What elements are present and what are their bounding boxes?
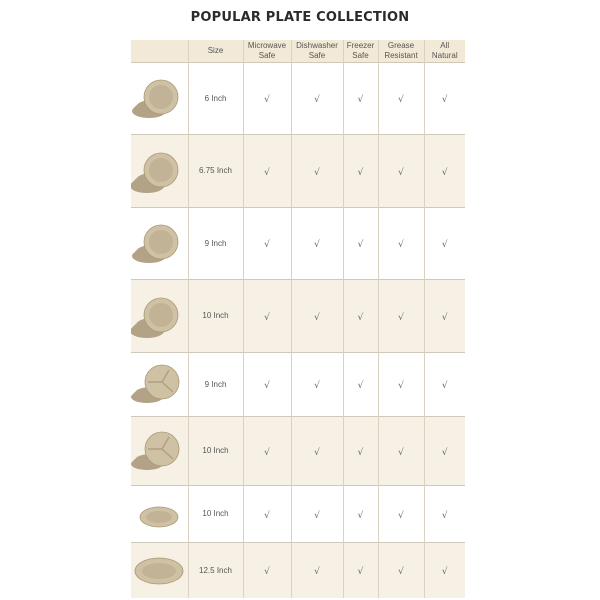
checkmark-icon: √ <box>264 447 270 458</box>
checkmark-icon: √ <box>314 381 320 391</box>
size-cell: 10 Inch <box>188 279 243 352</box>
feature-cell <box>424 134 465 207</box>
header-dishwasher-safe: Dishwasher Safe <box>291 40 343 62</box>
checkmark-icon: √ <box>357 447 364 458</box>
size-cell: 9 Inch <box>188 352 243 416</box>
feature-cell <box>343 62 378 134</box>
feature-cell <box>343 279 378 352</box>
feature-cell <box>291 542 343 598</box>
feature-cell <box>424 416 465 485</box>
feature-cell <box>291 207 343 279</box>
checkmark-icon: √ <box>264 167 270 178</box>
checkmark-icon: √ <box>314 95 320 105</box>
checkmark-icon: √ <box>264 95 270 105</box>
checkmark-icon: √ <box>314 240 320 250</box>
checkmark-icon: √ <box>264 510 270 521</box>
header-freezer-safe: Freezer Safe <box>343 40 378 62</box>
feature-cell <box>343 416 378 485</box>
checkmark-icon: √ <box>264 312 270 323</box>
header-microwave-safe: Microwave Safe <box>243 40 291 62</box>
feature-cell <box>424 207 465 279</box>
feature-cell <box>343 352 378 416</box>
size-cell: 6.75 Inch <box>188 134 243 207</box>
feature-cell <box>291 352 343 416</box>
size-cell: 10 Inch <box>188 416 243 485</box>
checkmark-icon: √ <box>357 381 364 391</box>
table-row <box>131 62 465 134</box>
table-row <box>131 352 465 416</box>
feature-cell <box>424 352 465 416</box>
feature-cell <box>378 62 424 134</box>
round-plate-stack-icon <box>131 279 188 352</box>
feature-cell <box>424 279 465 352</box>
compartment-plate-stack-icon <box>131 352 188 416</box>
feature-cell <box>343 134 378 207</box>
feature-cell <box>378 416 424 485</box>
feature-cell <box>378 352 424 416</box>
checkmark-icon: √ <box>441 381 448 391</box>
checkmark-icon: √ <box>398 447 404 458</box>
table-row <box>131 134 465 207</box>
feature-cell <box>291 62 343 134</box>
feature-cell <box>424 485 465 542</box>
feature-cell <box>291 416 343 485</box>
table-row <box>131 207 465 279</box>
header-grease-resistant: Grease Resistant <box>378 40 424 62</box>
feature-cell <box>291 134 343 207</box>
checkmark-icon: √ <box>441 95 448 105</box>
feature-cell <box>378 207 424 279</box>
checkmark-icon: √ <box>264 240 270 250</box>
feature-cell <box>378 485 424 542</box>
feature-cell <box>243 62 291 134</box>
feature-cell <box>343 207 378 279</box>
compartment-plate-stack-icon <box>131 416 188 485</box>
checkmark-icon: √ <box>357 510 364 521</box>
feature-cell <box>378 279 424 352</box>
feature-cell <box>291 279 343 352</box>
feature-cell <box>424 542 465 598</box>
checkmark-icon: √ <box>398 167 404 178</box>
checkmark-icon: √ <box>314 510 320 521</box>
feature-cell <box>243 542 291 598</box>
feature-cell <box>243 279 291 352</box>
checkmark-icon: √ <box>357 240 364 250</box>
page-title: POPULAR PLATE COLLECTION <box>190 10 410 25</box>
feature-cell <box>343 542 378 598</box>
round-plate-stack-icon <box>131 207 188 279</box>
checkmark-icon: √ <box>441 567 448 578</box>
checkmark-icon: √ <box>441 240 448 250</box>
table-row <box>131 542 465 598</box>
checkmark-icon: √ <box>441 167 448 178</box>
round-plate-stack-icon <box>131 134 188 207</box>
checkmark-icon: √ <box>357 567 364 578</box>
checkmark-icon: √ <box>398 381 404 391</box>
checkmark-icon: √ <box>264 567 270 578</box>
checkmark-icon: √ <box>398 510 404 521</box>
header-all-natural: All Natural <box>431 40 458 60</box>
feature-cell <box>243 352 291 416</box>
checkmark-icon: √ <box>398 312 404 323</box>
table-row <box>131 416 465 485</box>
oval-platter-icon <box>131 542 188 598</box>
checkmark-icon: √ <box>398 95 404 105</box>
checkmark-icon: √ <box>357 167 364 178</box>
size-cell: 9 Inch <box>188 207 243 279</box>
table-row <box>131 485 465 542</box>
checkmark-icon: √ <box>357 312 364 323</box>
feature-cell <box>243 207 291 279</box>
checkmark-icon: √ <box>441 510 448 521</box>
checkmark-icon: √ <box>264 381 270 391</box>
round-plate-stack-icon <box>131 62 188 134</box>
checkmark-icon: √ <box>314 567 320 578</box>
size-cell: 6 Inch <box>188 62 243 134</box>
feature-cell <box>243 134 291 207</box>
header-size: Size <box>188 40 243 62</box>
feature-cell <box>243 485 291 542</box>
checkmark-icon: √ <box>314 447 320 458</box>
checkmark-icon: √ <box>441 447 448 458</box>
checkmark-icon: √ <box>357 95 364 105</box>
feature-cell <box>424 62 465 134</box>
feature-cell <box>243 416 291 485</box>
checkmark-icon: √ <box>314 167 320 178</box>
feature-cell <box>378 134 424 207</box>
oval-platter-icon <box>131 485 188 542</box>
checkmark-icon: √ <box>398 240 404 250</box>
header-image <box>131 40 188 62</box>
checkmark-icon: √ <box>441 312 448 323</box>
checkmark-icon: √ <box>314 312 320 323</box>
feature-cell <box>378 542 424 598</box>
table-header-row <box>131 40 465 62</box>
table-row <box>131 279 465 352</box>
size-cell: 10 Inch <box>188 485 243 542</box>
size-cell: 12.5 Inch <box>188 542 243 598</box>
feature-cell <box>291 485 343 542</box>
feature-cell <box>343 485 378 542</box>
checkmark-icon: √ <box>398 567 404 578</box>
plate-comparison-table <box>131 40 465 598</box>
